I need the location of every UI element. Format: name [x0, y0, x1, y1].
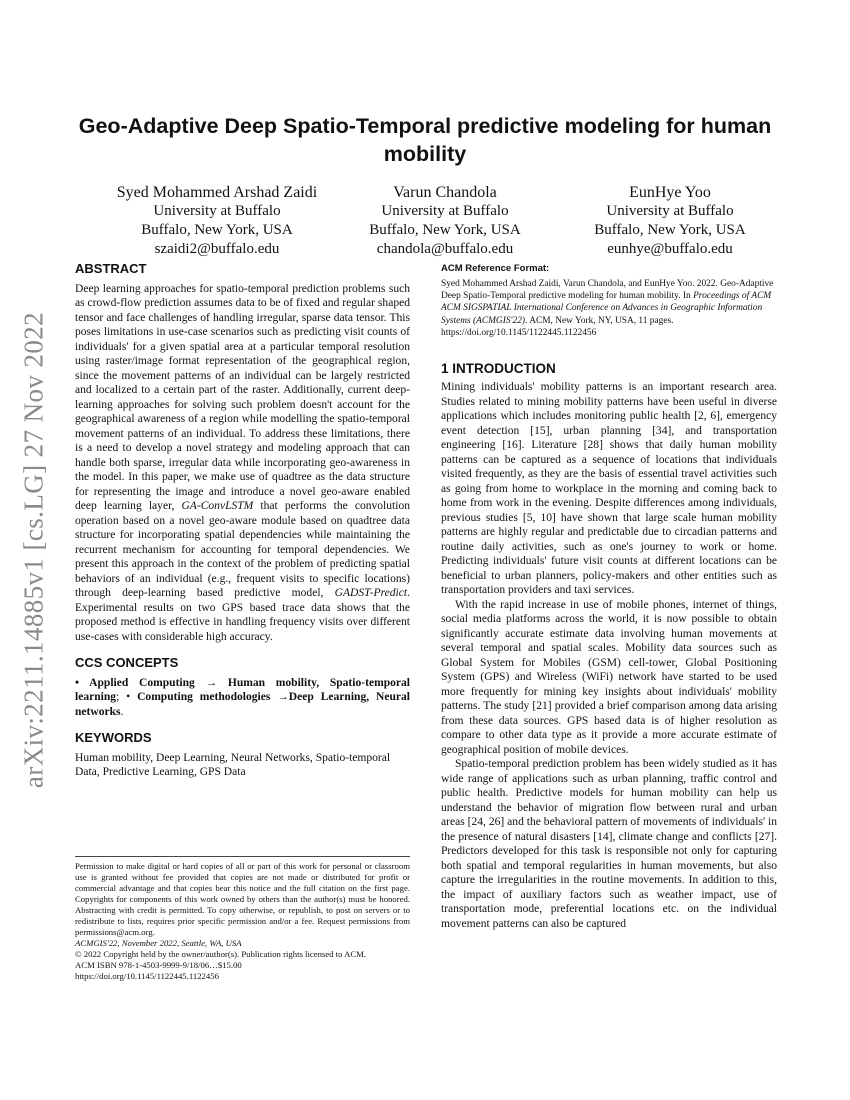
ccs-concept-1: Applied Computing — [89, 676, 195, 689]
author-name: Syed Mohammed Arshad Zaidi — [116, 184, 318, 201]
abstract-text — [75, 282, 410, 645]
author-block-2 — [330, 183, 560, 259]
author-location: Buffalo, New York, USA — [594, 222, 746, 238]
ccs-concept-2-sub: Deep Learning, Neural networks — [75, 691, 411, 718]
isbn-line: ACM ISBN 978-1-4503-9999-9/18/06…$15.00 — [75, 960, 242, 970]
model-name: GADST-Predict — [334, 587, 408, 599]
abstract-part-2: that performs the convolution operation based on a novel geo-aware module based on quadtree data structure for incorporating spatial dependencies while maintaining the recurrent mechanism for accounting for temporal dependencies. We present this approach in the context of the problem of predicting spatial behaviors of an individual (e.g., frequent visits to specific locations) through deep-learning based predictive model, — [75, 500, 410, 599]
reference-part-1: Syed Mohammed Arshad Zaidi, Varun Chandola, and EunHye Yoo. 2022. Geo-Adaptive Deep Spatio-Temporal predictive modeling for human mobility. In — [441, 278, 774, 301]
ccs-bullet: • — [75, 676, 90, 689]
ccs-concept-2: Computing methodologies — [137, 691, 271, 703]
abstract-heading: ABSTRACT — [75, 261, 147, 276]
author-name: Varun Chandola — [393, 184, 497, 201]
author-location: Buffalo, New York, USA — [141, 222, 293, 238]
paper-title: Geo-Adaptive Deep Spatio-Temporal predictive modeling for human mobility — [78, 114, 772, 166]
arxiv-id: arXiv:2211.14885v1 [cs.LG] 27 Nov 2022 — [18, 311, 49, 789]
intro-paragraph-1: Mining individuals' mobility patterns is an important research area. Studies related to mining mobility patterns have been useful in diverse applications which includes monitoring public health [2, 6], emergency event detection [15], urban planning [34], and transportation engineering [16]. Literature [28] shows that daily human mobility patterns can be captured as a sequence of locations that individuals visited frequently, as they are the basis of essential travel activities such as going from home to workplace in the morning and coming back to home from work in the evening. Despite differences among individuals, previous studies [5, 10] have shown that large scale human mobility patterns are highly regular and predictable due to circadian patterns and routine daily activities, such as one's journey to work or home. Predicting individuals' future visit counts at different locations can be beneficial to urban planners, policy-makers and other entities such as transportation providers and taxi services. — [441, 381, 777, 597]
ccs-arrow: → — [194, 676, 228, 689]
ccs-end: . — [120, 705, 124, 718]
right-column — [441, 262, 777, 931]
keywords-heading: KEYWORDS — [75, 730, 152, 745]
permission-footnote — [75, 856, 410, 982]
author-location: Buffalo, New York, USA — [369, 222, 521, 238]
author-affiliation: University at Buffalo — [153, 203, 281, 219]
introduction-heading: 1 INTRODUCTION — [441, 360, 556, 376]
copyright-line: © 2022 Copyright held by the owner/author(s). Publication rights licensed to ACM. — [75, 949, 367, 959]
author-block-3 — [555, 183, 785, 259]
reference-proceedings: Proceedings of ACM ACM SIGSPATIAL International Conference on Advances in Geographic Information Systems (ACMGIS'22) — [441, 290, 772, 326]
ccs-concept-1-sub: Human mobility, Spatio-temporal learning — [75, 676, 410, 703]
abstract-part-1: Deep learning approaches for spatio-temporal prediction problems such as crowd-flow prediction assumes data to be of fixed and regular shaped tensor and face challenges of handling irregular, sparse data tensor. This poses limitations in use-case scenarios such as predicting visit counts of individuals' for a given spatial area at a particular temporal resolution using raster/image format representation of the geographical region, since the movement patterns of an individual can be largely restricted and localized to a certain part of the raster. Additionally, current deep-learning approaches for solving such problem doesn't account for the geographical awareness of a region while modelling the spatio-temporal movement patterns of an individual. To address these limitations, there is a need to develop a novel strategy and modeling approach that can handle both sparse, irregular data while incorporating geo-awareness in the model. In this paper, we make use of quadtree as the data structure for representing the image and introduce a novel geo-aware enabled deep learning layer, — [75, 282, 410, 512]
left-column — [75, 262, 410, 780]
ccs-text — [75, 676, 410, 720]
doi-line: https://doi.org/10.1145/1122445.1122456 — [75, 971, 219, 981]
author-email: chandola@buffalo.edu — [376, 241, 514, 257]
reference-part-2: . ACM, New York, NY, USA, 11 pages. https://doi.org/10.1145/1122445.1122456 — [441, 315, 674, 339]
author-email: eunhye@buffalo.edu — [607, 241, 733, 257]
reference-format-text — [441, 278, 777, 340]
ccs-heading: CCS CONCEPTS — [75, 655, 179, 670]
arxiv-watermark — [14, 290, 54, 810]
layer-name: GA-ConvLSTM — [181, 500, 254, 512]
intro-paragraph-3: Spatio-temporal prediction problem has been widely studied as it has wide range of applications such as urban planning, traffic control and public health. Predictive models for human mobility can help us understand the behavior of migration flow between rural and urban areas [24, 26] and the behavioral pattern of movements of individuals' in the presence of natural disasters [14], climate change and conflicts [27]. Predictors developed for this task is responsible not only for capturing both spatial and temporal regularities in human movements, but also capture the irregularities in the routine movements. In addition to this, the impact of auxiliary factors such as weather impact, use of transportation mode, preferential locations etc. on the individual movement patterns can also be captured — [441, 758, 777, 930]
abstract-part-3: . Experimental results on two GPS based trace data shows that the proposed method is effective in handling frequency visits over different use-cases with considerable high accuracy. — [75, 587, 410, 643]
author-name: EunHye Yoo — [629, 184, 711, 201]
intro-paragraph-2: With the rapid increase in use of mobile phones, internet of things, social media platforms across the world, it is now possible to obtain significantly accurate estimate data involving human movements at several temporal and spatial scales. Mobility data sources such as Global System for Mobiles (GSM) cell-tower, Global Positioning System (GPS) and Wireless (WiFi) network have started to be used more frequently for mining key insights about individuals' mobility patterns. The study [21] provided a brief comparison among data arising from these data sources. GPS based data is of higher resolution as compare to other data type as it provide a more accurate estimate of geographical position of mobile devices. — [441, 598, 777, 756]
author-email: szaidi2@buffalo.edu — [154, 241, 280, 257]
author-affiliation: University at Buffalo — [381, 203, 509, 219]
ccs-separator: ; • — [116, 691, 138, 703]
venue-line: ACMGIS'22, November 2022, Seattle, WA, USA — [75, 938, 242, 948]
author-block-1 — [72, 183, 362, 259]
permission-text: Permission to make digital or hard copies of all or part of this work for personal or classroom use is granted without fee provided that copies are not made or distributed for profit or commercial advantage and that copies bear this notice and the full citation on the first page. Copyrights for components of this work owned by others than the author(s) must be honored. Abstracting with credit is permitted. To copy otherwise, or republish, to post on servers or to redistribute to lists, requires prior specific permission and/or a fee. Request permissions from permissions@acm.org. — [75, 861, 410, 937]
keywords-text: Human mobility, Deep Learning, Neural Networks, Spatio-temporal Data, Predictive Learning, GPS Data — [75, 751, 391, 778]
ccs-arrow: → — [270, 691, 289, 703]
reference-format-heading: ACM Reference Format: — [441, 263, 550, 274]
author-affiliation: University at Buffalo — [606, 203, 734, 219]
